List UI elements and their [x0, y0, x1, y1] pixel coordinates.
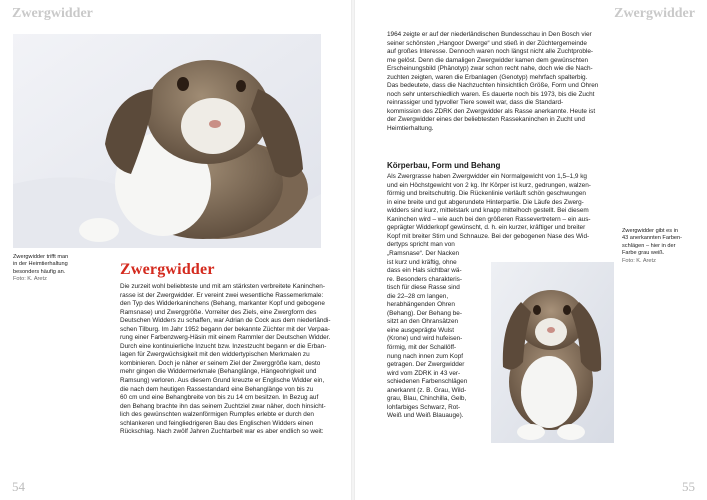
text-line: geprägter Widderkopf gewünscht, d. h. ein kurzer, kräftiger und breiter	[387, 224, 586, 232]
body-text-right-top	[387, 31, 598, 134]
text-line: (Krone) und wird hufeisen-	[387, 335, 463, 343]
text-line: Heimtierhaltung.	[387, 125, 434, 133]
text-line: dass ein Hals sichtbar wä-	[387, 267, 462, 275]
photo-caption-left: Zwergwidder trifft man in der Heimtierhaltung besonders häufig an. Foto: K. Aretz	[13, 254, 109, 284]
text-line: sitzt an den Ohransätzen	[387, 318, 459, 326]
text-line: nung nach innen zum Kopf	[387, 352, 464, 360]
text-line: Ramsung) verloren. Aus diesem Grund kreuzte er Englische Widder ein,	[120, 377, 325, 385]
text-line: Die zurzeit wohl beliebteste und mit am stärksten verbreitete Kaninchen-	[120, 283, 325, 290]
text-line: seiner schönsten „Hangoor Dwerge“ und stieß in der Züchtergemeinde	[387, 39, 587, 47]
text-line: kommission des ZDRK den Zwergwidder als Rasse anerkannte. Heute ist	[387, 107, 596, 115]
page-number: 55	[682, 479, 695, 494]
text-line: Durch eine kontinuierliche Inzucht bzw. Inzestzucht begann er die Erban-	[120, 342, 327, 350]
rabbit-photo-left	[13, 34, 321, 248]
body-text-left	[120, 283, 331, 437]
text-line: eine ausgeprägte Wulst	[387, 326, 455, 334]
text-line: Rückschlag. Nach zwölf Jahren Zuchtarbeit war es aber endlich so weit:	[120, 428, 324, 436]
text-line: 1964 zeigte er auf der niederländischen Bundesschau in Den Bosch vier	[387, 31, 592, 38]
text-line: den Behang brachte ihn das seinem Zuchtziel zwar näher, doch hinsicht-	[120, 402, 326, 410]
text-line: dertyps spricht man von	[387, 241, 455, 249]
text-line: Kaninchen wird – wie auch bei den größeren Rassevertretern – ein aus-	[387, 215, 591, 223]
text-line: den Typ des Widderkaninchens (Behang, markanter Kopf und gebogene	[120, 300, 325, 308]
text-line: 60 cm und eine Behangbreite von bis zu 14 cm besitzen. In Bezug auf	[120, 394, 319, 402]
text-line: grau, Blau, Chinchilla, Gelb,	[387, 395, 467, 403]
text-line: Erscheinungsbild (Phänotyp) zwar schon recht nahe, doch wie die Nach-	[387, 65, 593, 73]
body-text-right-full	[387, 173, 591, 250]
text-line: in eine breite und gut abgerundete Hinterpartie. Die Läufe des Zwerg-	[387, 198, 584, 206]
text-line: ist kurz und kräftig, ohne	[387, 258, 457, 266]
text-line: lagen für Zwergwüchsigkeit mit den widdertypischen Merkmalen zu	[120, 351, 310, 359]
photo-credit: Foto: K. Aretz	[13, 276, 47, 283]
running-head: Zwergwidder	[12, 6, 93, 21]
text-line: reinrassiger und typvoller Tiere soweit war, dass die Standard-	[387, 99, 564, 107]
text-line: zuchten zeigten, waren die Erbanlagen (Genotyp) mehrfach spalterbig.	[387, 73, 588, 81]
text-line: schlankeren und feingliedrigeren Bau des Englischen Widders einen	[120, 419, 314, 427]
text-line: tisch für diese Rasse sind	[387, 284, 460, 292]
text-line: wird vom ZDRK in 43 ver-	[387, 369, 461, 377]
text-line: Weiß und Weiß Blauauge).	[387, 412, 464, 420]
text-line: mehr gingen die Widdermerkmale (Behanglänge, Hängeohrigkeit und	[120, 368, 317, 376]
text-line: lohfarbiges Schwarz, Rot-	[387, 403, 461, 411]
rabbit-image	[491, 262, 614, 443]
text-line: die nach dem heutigen Rassestandard eine Behanglänge von bis zu	[120, 385, 314, 393]
text-line: re. Besonders charakteris-	[387, 275, 462, 283]
text-line: (Behang). Der Behang be-	[387, 309, 462, 317]
text-line: schen Tilburg. Im Jahr 1952 begann der bekannte Züchter mit der Verpaa-	[120, 325, 330, 333]
text-line: getragen. Der Zwergwidder	[387, 361, 465, 369]
text-line: Das bedeutete, dass die Nachzuchten hinsichtlich Größe, Form und Ohren	[387, 82, 599, 90]
section-heading: Zwergwidder	[120, 261, 215, 278]
text-line: der Zwergwidder eines der beliebtesten Rassekaninchen in Zucht und	[387, 116, 585, 124]
text-line: Ramsnase) und Zwerggröße. Vorreiter des Ziels, eine Zwergform des	[120, 308, 317, 316]
running-head: Zwergwidder	[614, 6, 695, 21]
text-line: rung einer Farbenzwerg-Häsin mit einem Rammler der Deutschen Widder.	[120, 334, 331, 342]
text-line: förmig, mit der Schallöff-	[387, 344, 457, 352]
rabbit-image	[13, 34, 321, 248]
photo-credit: Foto: K. Aretz	[622, 257, 656, 264]
text-line: noch sehr unterschiedlich waren. Es dauerte noch bis 1973, bis die Zucht	[387, 90, 595, 98]
text-line: Kopf mit breiter Stirn und Schnauze. Bei der gebogenen Nase des Wid-	[387, 232, 590, 240]
text-line: widders sind kurz, mittelstark und knapp mittelhoch gestellt. Bei diesem	[387, 207, 589, 215]
text-line: me gelöst. Denn die damaligen Zwergwidder kamen dem gewünschten	[387, 56, 589, 64]
rabbit-photo-right	[491, 262, 614, 443]
text-line: kombinieren. Doch je näher er seinem Ziel der Zwerggröße kam, desto	[120, 359, 321, 367]
subsection-heading: Körperbau, Form und Behang	[387, 161, 501, 170]
text-line: lich des gewünschten walzenförmigen Rumpfes erlebte er durch den	[120, 411, 314, 419]
text-line: Als Zwergrasse haben Zwergwidder ein Normalgewicht von 1,5–1,9 kg	[387, 173, 587, 180]
left-page	[0, 0, 352, 500]
text-line: Deutschen Widders zu schaffen, war Adrian de Cock aus dem niederländi-	[120, 317, 331, 325]
text-line: anerkannt (z. B. Grau, Wild-	[387, 386, 467, 394]
text-line: rasse ist der Zwergwidder. Er vereint zwei wesentliche Rassemerkmale:	[120, 291, 324, 299]
page-number: 54	[12, 479, 25, 494]
text-line: herabhängenden Ohren	[387, 301, 455, 309]
text-line: die 22–28 cm langen,	[387, 292, 449, 300]
text-line: schiedenen Farbenschlägen	[387, 378, 468, 386]
body-text-right-narrow	[387, 250, 467, 421]
text-line: förmig und breitschultrig. Die Rückenlinie verläuft schön geschwungen	[387, 190, 586, 198]
text-line: auf großes Interesse. Dennoch waren noch längst nicht alle Zuchtproble-	[387, 48, 594, 56]
text-line: „Ramsnase“. Der Nacken	[387, 250, 460, 257]
photo-caption-right: Zwergwidder gibt es in 43 anerkannten Farben- schlägen – hier in der Farbe grau weiß. Foto: K. Aretz	[622, 228, 704, 265]
text-line: und ein Höchstgewicht von 2 kg. Ihr Körper ist kurz, gedrungen, walzen-	[387, 181, 591, 189]
